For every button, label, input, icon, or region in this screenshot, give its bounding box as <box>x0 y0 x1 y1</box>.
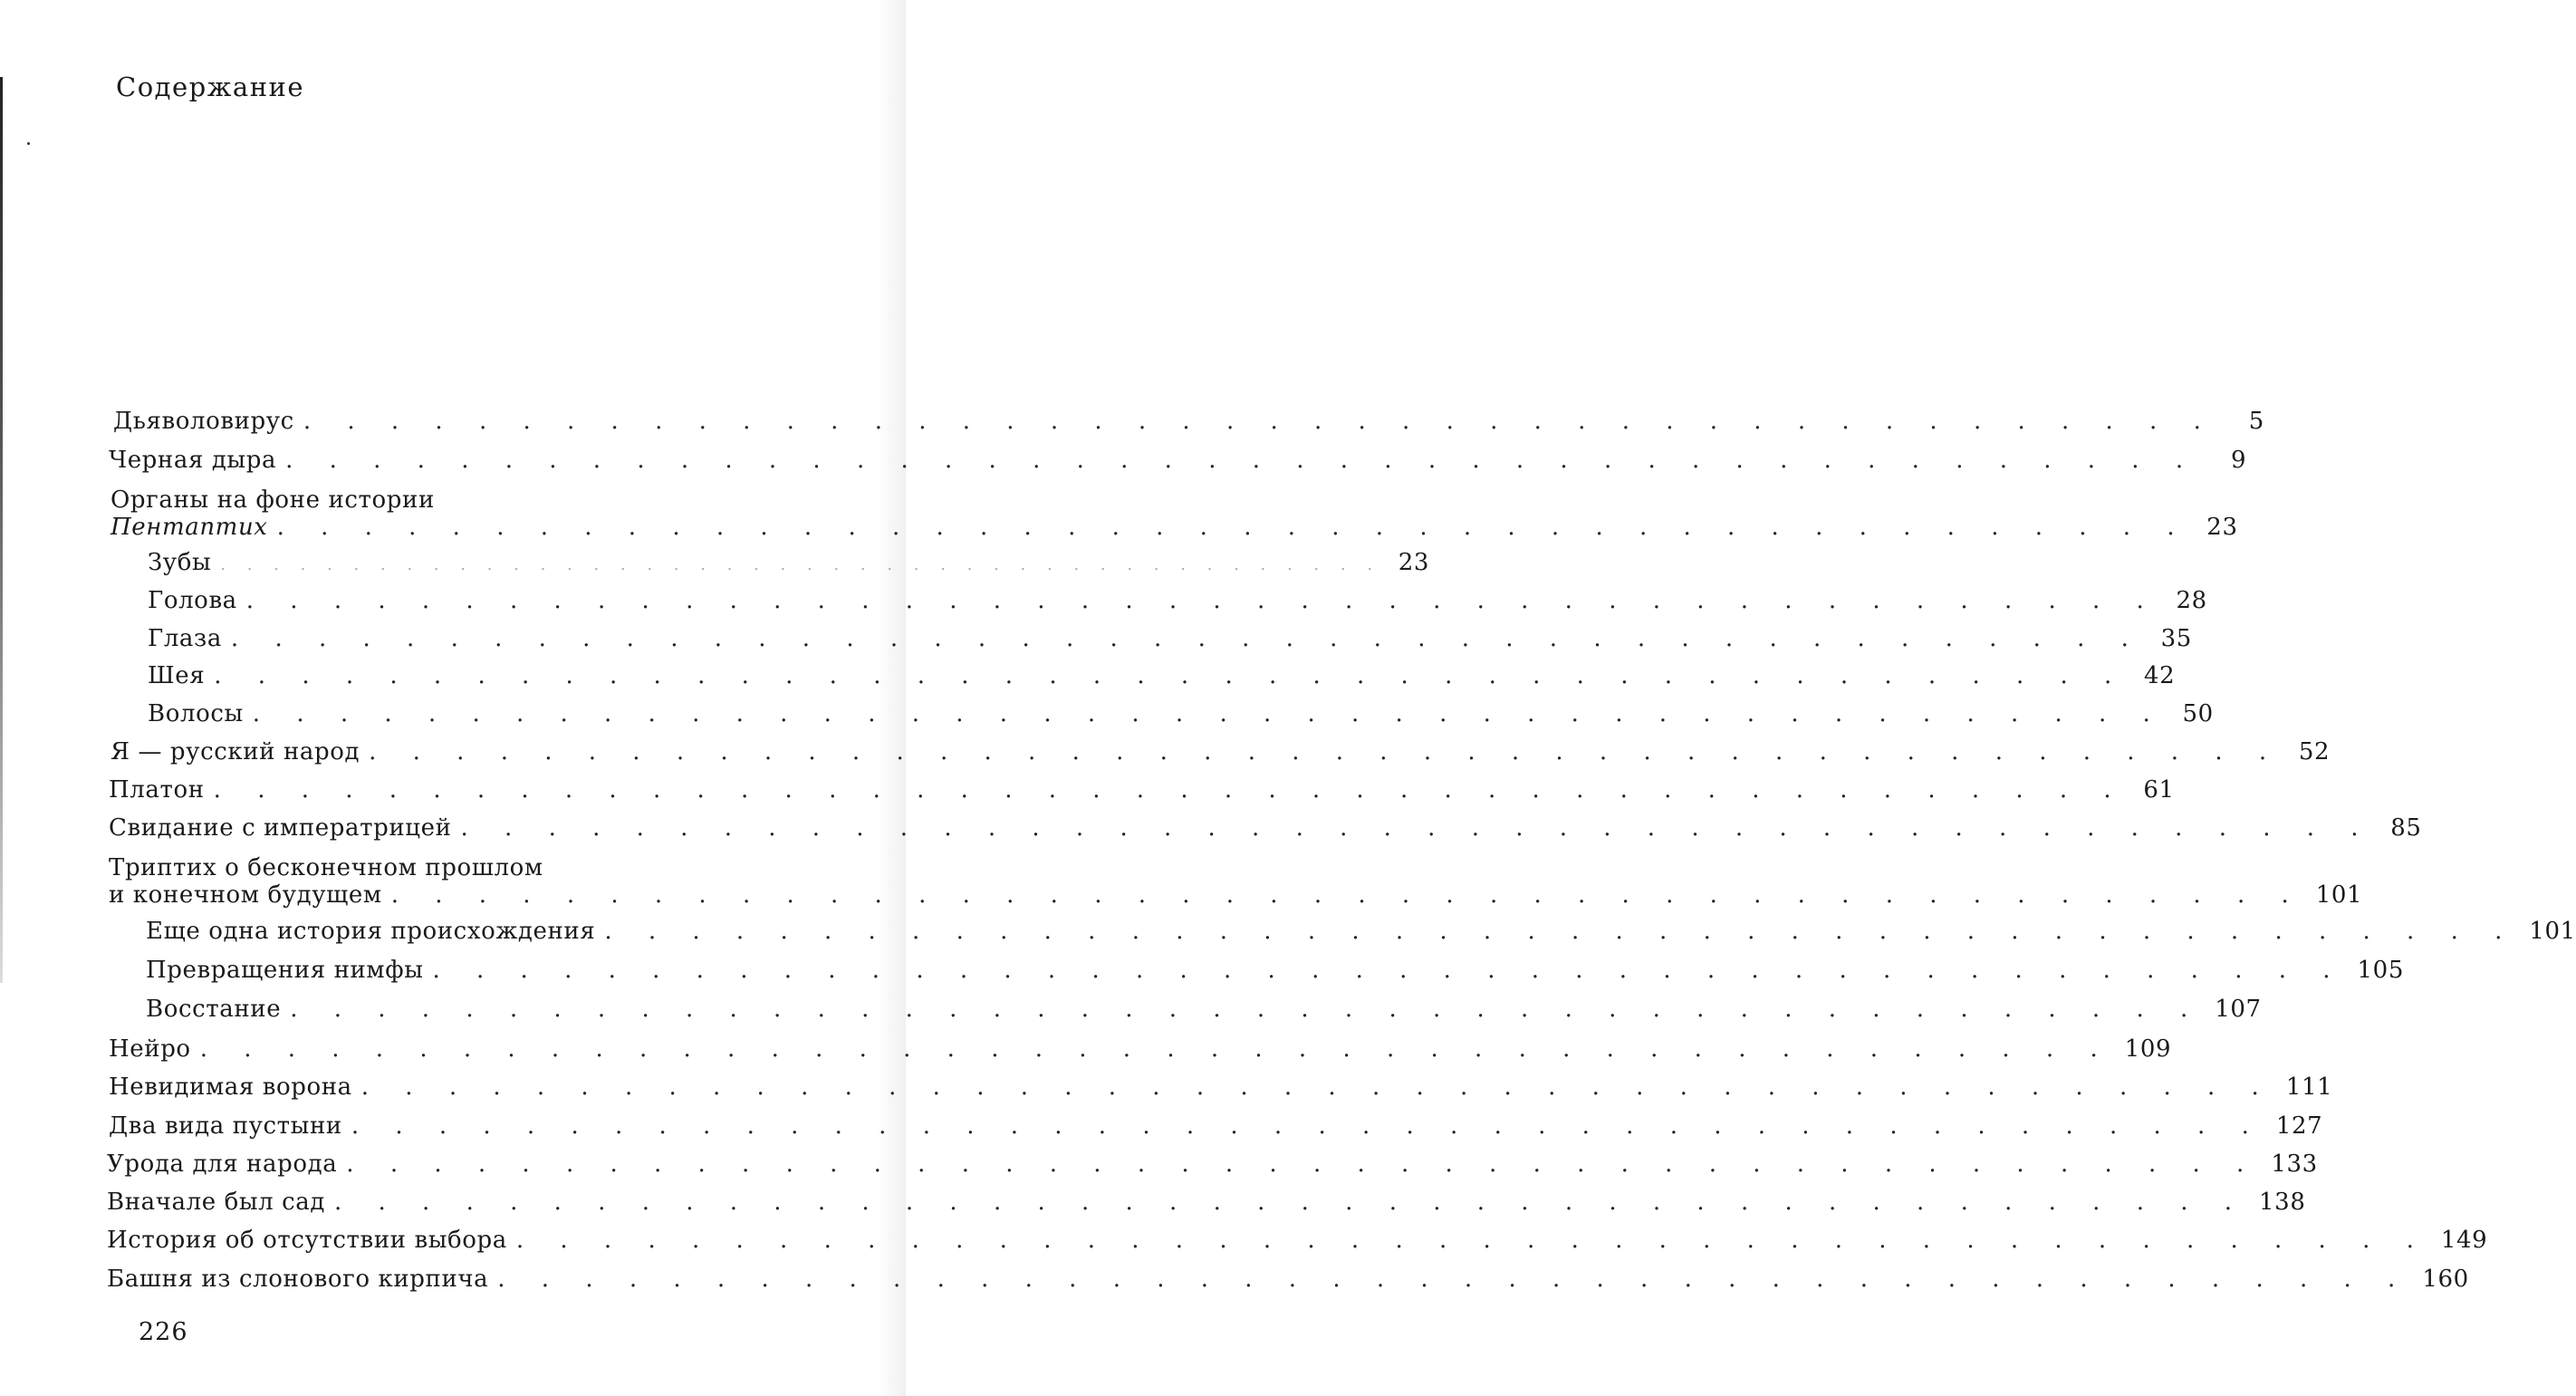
dot-leader: . . . . . . . . . . . . . . . . . . . . . . . . . . . . . . . . . . . . . . . . . . . . <box>497 1266 2410 1293</box>
toc-entry[interactable] <box>111 738 2331 765</box>
dot-leader: . . . . . . . . . . . . . . . . . . . . . . . . . . . . . . . . . . . . . . . . . . . . <box>515 1227 2428 1254</box>
toc-entry[interactable] <box>107 1227 2488 1254</box>
toc-entry-page: 133 <box>2271 1150 2318 1178</box>
toc-entry-title: История об отсутствии выбора <box>107 1227 507 1254</box>
toc-entry-title: Нейро <box>109 1035 191 1063</box>
dot-leader: . . . . . . . . . . . . . . . . . . . . . . . . . . . . . . . . . . . . . . . . . . . . <box>432 957 2345 984</box>
toc-entry-page: 61 <box>2143 776 2175 804</box>
toc-entry-page: 9 <box>2230 447 2247 474</box>
toc-entry[interactable] <box>107 1189 2306 1216</box>
toc-entry-title: Дьяволовирус <box>113 408 294 435</box>
dot-leader: . . . . . . . . . . . . . . . . . . . . . . . . . . . . . . . . . . . . . . . . . . . . <box>604 918 2517 945</box>
page-edge <box>0 77 3 983</box>
toc-entry-title: Черная дыра <box>109 447 277 474</box>
toc-entry-title: Зубы <box>148 549 212 576</box>
toc-subentry[interactable] <box>146 996 2262 1023</box>
dot-leader: . . . . . . . . . . . . . . . . . . . . . . . . . . . . . . . . . . . . . . . . . . . . <box>285 447 2198 474</box>
toc-entry-page: 42 <box>2144 662 2176 689</box>
toc-entry[interactable] <box>109 1035 2172 1063</box>
dot-leader: . . . . . . . . . . . . . . . . . . . . . . . . . . . . . . . . . . . . . . . . . . . . <box>252 700 2165 727</box>
toc-entry[interactable] <box>107 1266 2469 1293</box>
page-number: 226 <box>139 1318 188 1346</box>
toc-entry-page: 23 <box>1398 549 1430 576</box>
dot-leader: . . . . . . . . . . . . . . . . . . . . . . . . . . . . . . . . . . . . . . . . . . . . <box>213 776 2126 804</box>
toc-subentry[interactable] <box>148 587 2207 614</box>
toc-entry-page: 105 <box>2357 957 2404 984</box>
toc-entry-title: Органы на фоне истории <box>111 486 435 514</box>
toc-entry-subtitle: Пентаптих <box>111 514 268 541</box>
toc-subentry[interactable] <box>146 918 2576 945</box>
toc-entry[interactable] <box>109 1073 2333 1101</box>
toc-entry-page: 28 <box>2176 587 2207 614</box>
toc-entry-page: 149 <box>2440 1227 2488 1254</box>
toc-entry[interactable] <box>107 1150 2318 1178</box>
print-speck <box>27 142 30 145</box>
toc-entry-page: 111 <box>2285 1073 2333 1101</box>
toc-entry-title: Глаза <box>148 625 222 652</box>
page-shade <box>877 0 906 1396</box>
toc-entry-title: Невидимая ворона <box>109 1073 352 1101</box>
toc-subentry[interactable] <box>146 957 2404 984</box>
dot-leader: . . . . . . . . . . . . . . . . . . . . . . . . . . . . . . . . . . . . . . . . . . . . <box>290 996 2203 1023</box>
toc-entry-title: Еще одна история происхождения <box>146 918 596 945</box>
toc-entry-page: 52 <box>2298 738 2331 765</box>
toc-entry-page: 109 <box>2124 1035 2172 1063</box>
toc-entry-title-continued: и конечном будущем <box>109 881 382 909</box>
toc-entry-title: Восстание <box>146 996 282 1023</box>
dot-leader: . . . . . . . . . . . . . . . . . . . . . . . . . . . . . . . . . . . . . . . . . . . . <box>334 1189 2247 1216</box>
page-title: Содержание <box>116 72 305 103</box>
toc-entry[interactable] <box>109 447 2247 474</box>
toc-entry-title: Шея <box>148 662 206 689</box>
toc-entry-title: Голова <box>148 587 237 614</box>
toc-subentry[interactable] <box>148 662 2176 689</box>
toc-subentry[interactable] <box>148 625 2192 652</box>
toc-entry[interactable] <box>109 776 2175 804</box>
toc-entry-page: 107 <box>2215 996 2262 1023</box>
toc-entry-title: Два вида пустыни <box>109 1112 342 1140</box>
toc-entry-page: 160 <box>2422 1266 2469 1293</box>
dot-leader: . . . . . . . . . . . . . . . . . . . . . . . . . . . . . . . . . . . . . . . . . . . . <box>245 587 2158 614</box>
toc-entry-title: Я — русский народ <box>111 738 360 765</box>
toc-subentry[interactable] <box>148 700 2214 727</box>
dot-leader: . . . . . . . . . . . . . . . . . . . . . . . . . . . . . . . . . . . . . . . . . . . . <box>220 555 1381 574</box>
toc-entry-page: 101 <box>2529 918 2576 945</box>
dot-leader: . . . . . . . . . . . . . . . . . . . . . . . . . . . . . . . . . . . . . . . . . . . . <box>199 1035 2112 1063</box>
toc-entry-page: 101 <box>2315 881 2363 909</box>
toc-entry-page: 85 <box>2390 814 2422 842</box>
toc-entry-page: 138 <box>2259 1189 2306 1216</box>
toc-entry-title: Волосы <box>148 700 244 727</box>
toc-entry-title: Триптих о бесконечном прошлом <box>109 854 543 881</box>
dot-leader: . . . . . . . . . . . . . . . . . . . . . . . . . . . . . . . . . . . . . . . . . . . . <box>230 625 2143 652</box>
dot-leader: . . . . . . . . . . . . . . . . . . . . . . . . . . . . . . . . . . . . . . . . . . . . <box>460 814 2373 842</box>
toc-entry[interactable] <box>109 1112 2323 1140</box>
toc-entry-page: 35 <box>2160 625 2192 652</box>
toc-entry[interactable] <box>111 486 2238 541</box>
dot-leader: . . . . . . . . . . . . . . . . . . . . . . . . . . . . . . . . . . . . . . . . . . . . <box>214 662 2127 689</box>
dot-leader: . . . . . . . . . . . . . . . . . . . . . . . . . . . . . . . . . . . . . . . . . . . . <box>346 1150 2259 1178</box>
dot-leader: . . . . . . . . . . . . . . . . . . . . . . . . . . . . . . . . . . . . . . . . . . . . <box>303 408 2216 435</box>
toc-entry[interactable] <box>113 408 2264 435</box>
toc-entry-page: 23 <box>2206 514 2238 541</box>
toc-entry-page: 127 <box>2275 1112 2323 1140</box>
dot-leader: . . . . . . . . . . . . . . . . . . . . . . . . . . . . . . . . . . . . . . . . . . . . <box>369 738 2282 765</box>
toc-entry-page: 50 <box>2182 700 2214 727</box>
toc-entry[interactable] <box>109 814 2422 842</box>
toc-subentry[interactable] <box>148 549 1430 579</box>
dot-leader: . . . . . . . . . . . . . . . . . . . . . . . . . . . . . . . . . . . . . . . . . . . . <box>276 514 2189 541</box>
toc-entry[interactable] <box>109 854 2363 909</box>
toc-entry-title: Урода для народа <box>107 1150 338 1178</box>
dot-leader: . . . . . . . . . . . . . . . . . . . . . . . . . . . . . . . . . . . . . . . . . . . . <box>351 1112 2264 1140</box>
toc-entry-title: Вначале был сад <box>107 1189 325 1216</box>
toc-entry-title: Свидание с императрицей <box>109 814 452 842</box>
dot-leader: . . . . . . . . . . . . . . . . . . . . . . . . . . . . . . . . . . . . . . . . . . . . <box>360 1073 2273 1101</box>
toc-entry-page: 5 <box>2248 408 2264 435</box>
dot-leader: . . . . . . . . . . . . . . . . . . . . . . . . . . . . . . . . . . . . . . . . . . . . <box>390 881 2303 909</box>
toc-entry-title: Башня из слонового кирпича <box>107 1266 489 1293</box>
toc-entry-title: Платон <box>109 776 205 804</box>
toc-entry-title: Превращения нимфы <box>146 957 424 984</box>
